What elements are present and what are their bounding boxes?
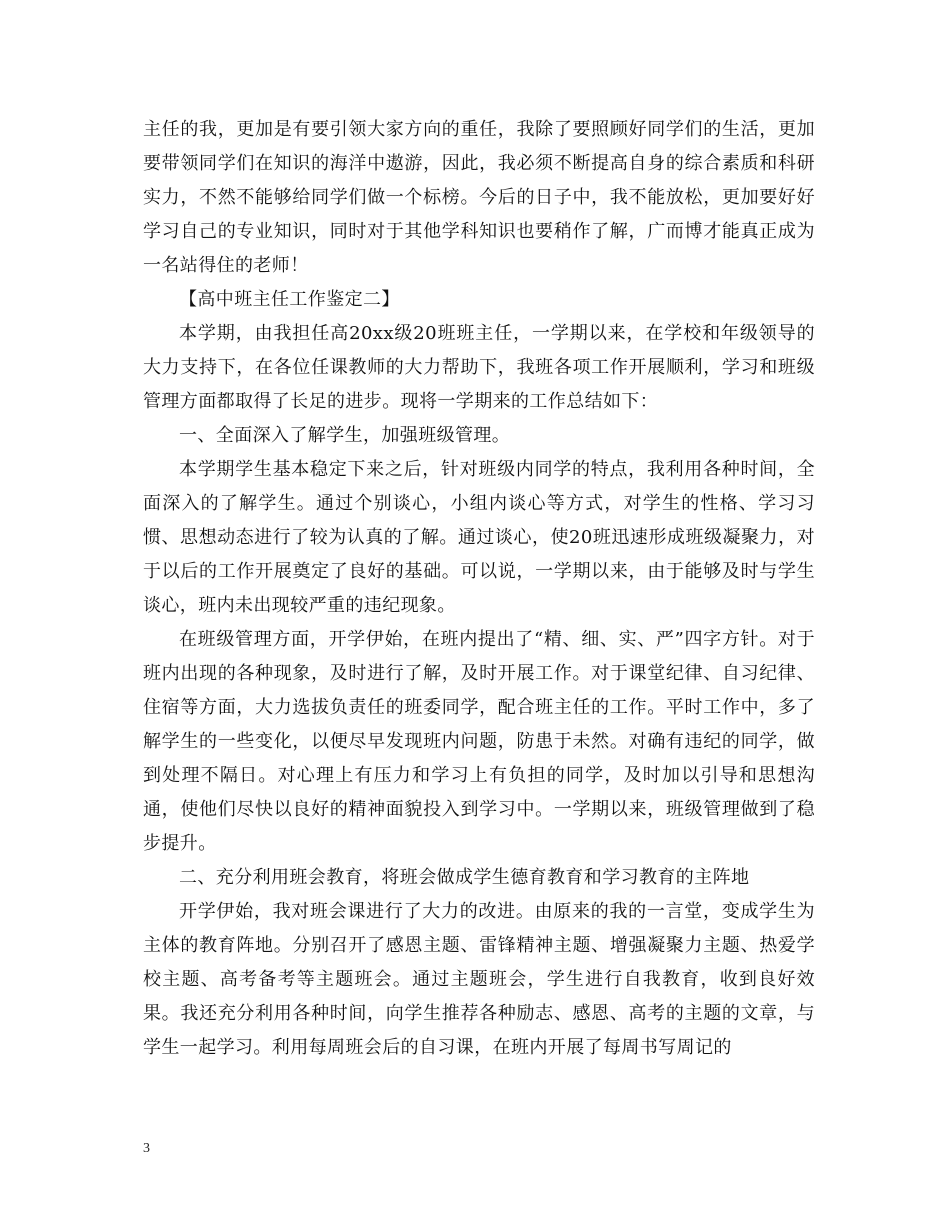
paragraph-intro: 本学期，由我担任高20xx级20班班主任，一学期以来，在学校和年级领导的大力支持下，在各位任课教师的大力帮助下，我班各项工作开展顺利，学习和班级管理方面都取得了长足的进步。现将一学期来的工作总结如下： xyxy=(143,323,815,412)
paragraph-continuation: 主任的我，更加是有要引领大家方向的重任，我除了要照顾好同学们的生活，更加要带领同学们在知识的海洋中遨游，因此，我必须不断提高自身的综合素质和科研实力，不然不能够给同学们做一个标榜。今后的日子中，我不能放松，更加要好好学习自己的专业知识，同时对于其他学科知识也要稍作了解，广而博才能真正成为一名站得住的老师！ xyxy=(143,119,815,276)
section-heading-2: 【高中班主任工作鉴定二】 xyxy=(179,289,400,310)
paragraph-class-management: 在班级管理方面，开学伊始，在班内提出了“精、细、实、严”四字方针。对于班内出现的各种现象，及时进行了解，及时开展工作。对于课堂纪律、自习纪律、住宿等方面，大力选拔负责任的班委同学，配合班主任的工作。平时工作中，多了解学生的一些变化，以便尽早发现班内问题，防患于未然。对确有违纪的同学，做到处理不隔日。对心理上有压力和学习上有负担的同学，及时加以引导和思想沟通，使他们尽快以良好的精神面貌投入到学习中。一学期以来，班级管理做到了稳步提升。 xyxy=(143,629,815,854)
subheading-2: 二、充分利用班会教育，将班会做成学生德育教育和学习教育的主阵地 xyxy=(179,867,750,888)
paragraph-understanding-students: 本学期学生基本稳定下来之后，针对班级内同学的特点，我利用各种时间，全面深入的了解学生。通过个别谈心，小组内谈心等方式，对学生的性格、学习习惯、思想动态进行了较为认真的了解。通过谈心，使20班迅速形成班级凝聚力，对于以后的工作开展奠定了良好的基础。可以说，一学期以来，由于能够及时与学生谈心，班内未出现较严重的违纪现象。 xyxy=(143,459,815,616)
paragraph-class-meeting: 开学伊始，我对班会课进行了大力的改进。由原来的我的一言堂，变成学生为主体的教育阵地。分别召开了感恩主题、雷锋精神主题、增强凝聚力主题、热爱学校主题、高考备考等主题班会。通过主题班会，学生进行自我教育，收到良好效果。我还充分利用各种时间，向学生推荐各种励志、感恩、高考的主题的文章，与学生一起学习。利用每周班会后的自习课，在班内开展了每周书写周记的 xyxy=(143,901,815,1058)
subheading-1: 一、全面深入了解学生，加强班级管理。 xyxy=(179,425,511,446)
page-number: 3 xyxy=(143,1141,150,1156)
document-body xyxy=(143,113,815,1065)
